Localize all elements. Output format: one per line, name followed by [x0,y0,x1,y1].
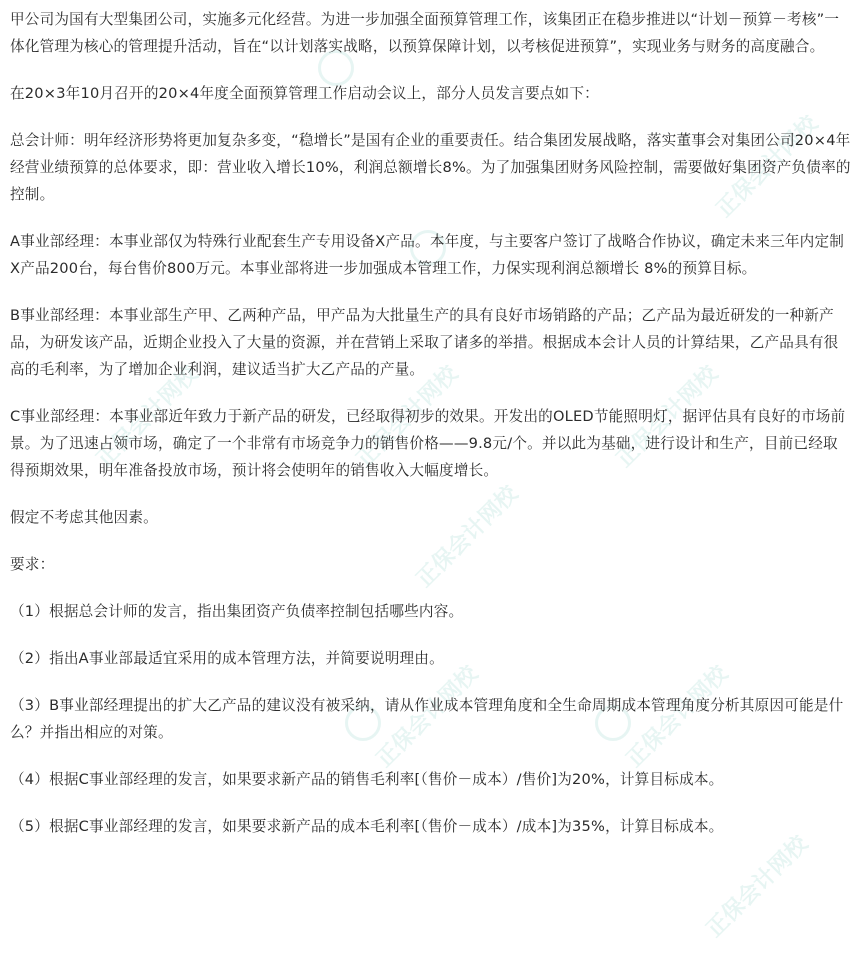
watermark-text: 正保会计网校 [371,661,483,773]
division-a-paragraph: A事业部经理：本事业部仅为特殊行业配套生产专用设备X产品。本年度，与主要客户签订了战略合作协议，确定未来三年内定制X产品200台，每台售价800万元。本事业部将进一步加强成本管理工作，力保实现利润总额增长 8%的预算目标。 [10,233,845,277]
watermark-text: 正保会计网校 [351,361,463,473]
watermark-text: 正保会计网校 [711,111,823,223]
division-c-paragraph: C事业部经理：本事业部近年致力于新产品的研发，已经取得初步的效果。开发出的OLED节能照明灯，据评估具有良好的市场前景。为了迅速占领市场，确定了一个非常有市场竞争力的销售价格——9.8元/个。并以此为基础，进行设计和生产，目前已经取得预期效果，明年准备投放市场，预计将会使明年的销售收入大幅度增长。 [10,408,846,479]
watermark-text: 正保会计网校 [701,831,813,943]
question-5: （5）根据C事业部经理的发言，如果要求新产品的成本毛利率[（售价－成本）/成本]为35%，计算目标成本。 [10,818,724,835]
question-2: （2）指出A事业部最适宜采用的成本管理方法，并简要说明理由。 [10,650,444,667]
watermark-text: 正保会计网校 [611,361,723,473]
assumption-paragraph: 假定不考虑其他因素。 [10,509,158,526]
question-3: （3）B事业部经理提出的扩大乙产品的建议没有被采纳，请从作业成本管理角度和全生命周期成本管理角度分析其原因可能是什么？并指出相应的对策。 [10,697,844,741]
watermark-text: 正保会计网校 [621,661,733,773]
question-4: （4）根据C事业部经理的发言，如果要求新产品的销售毛利率[（售价－成本）/售价]为20%，计算目标成本。 [10,771,724,788]
watermark-text: 正保会计网校 [91,361,203,473]
meeting-paragraph: 在20×3年10月召开的20×4年度全面预算管理工作启动会议上，部分人员发言要点如下： [10,85,599,102]
division-b-paragraph: B事业部经理：本事业部生产甲、乙两种产品，甲产品为大批量生产的具有良好市场销路的产品；乙产品为最近研发的一种新产品，为研发该产品，近期企业投入了大量的资源，并在营销上采取了诸多的举措。根据成本会计人员的计算结果，乙产品具有很高的毛利率，为了增加企业利润，建议适当扩大乙产品的产量。 [10,307,839,378]
requirements-title: 要求： [10,556,55,573]
intro-paragraph: 甲公司为国有大型集团公司，实施多元化经营。为进一步加强全面预算管理工作，该集团正在稳步推进以“计划－预算－考核”一体化管理为核心的管理提升活动，旨在“以计划落实战略，以预算保障计划，以考核促进预算”，实现业务与财务的高度融合。 [10,11,840,55]
watermark-text: 正保会计网校 [411,481,523,593]
question-1: （1）根据总会计师的发言，指出集团资产负债率控制包括哪些内容。 [10,603,464,620]
document-body [10,6,852,860]
cfo-paragraph: 总会计师：明年经济形势将更加复杂多变，“稳增长”是国有企业的重要责任。结合集团发展战略，落实董事会对集团公司20×4年经营业绩预算的总体要求，即：营业收入增长10%，利润总额增长8%。为了加强集团财务风险控制，需要做好集团资产负债率的控制。 [10,132,851,203]
